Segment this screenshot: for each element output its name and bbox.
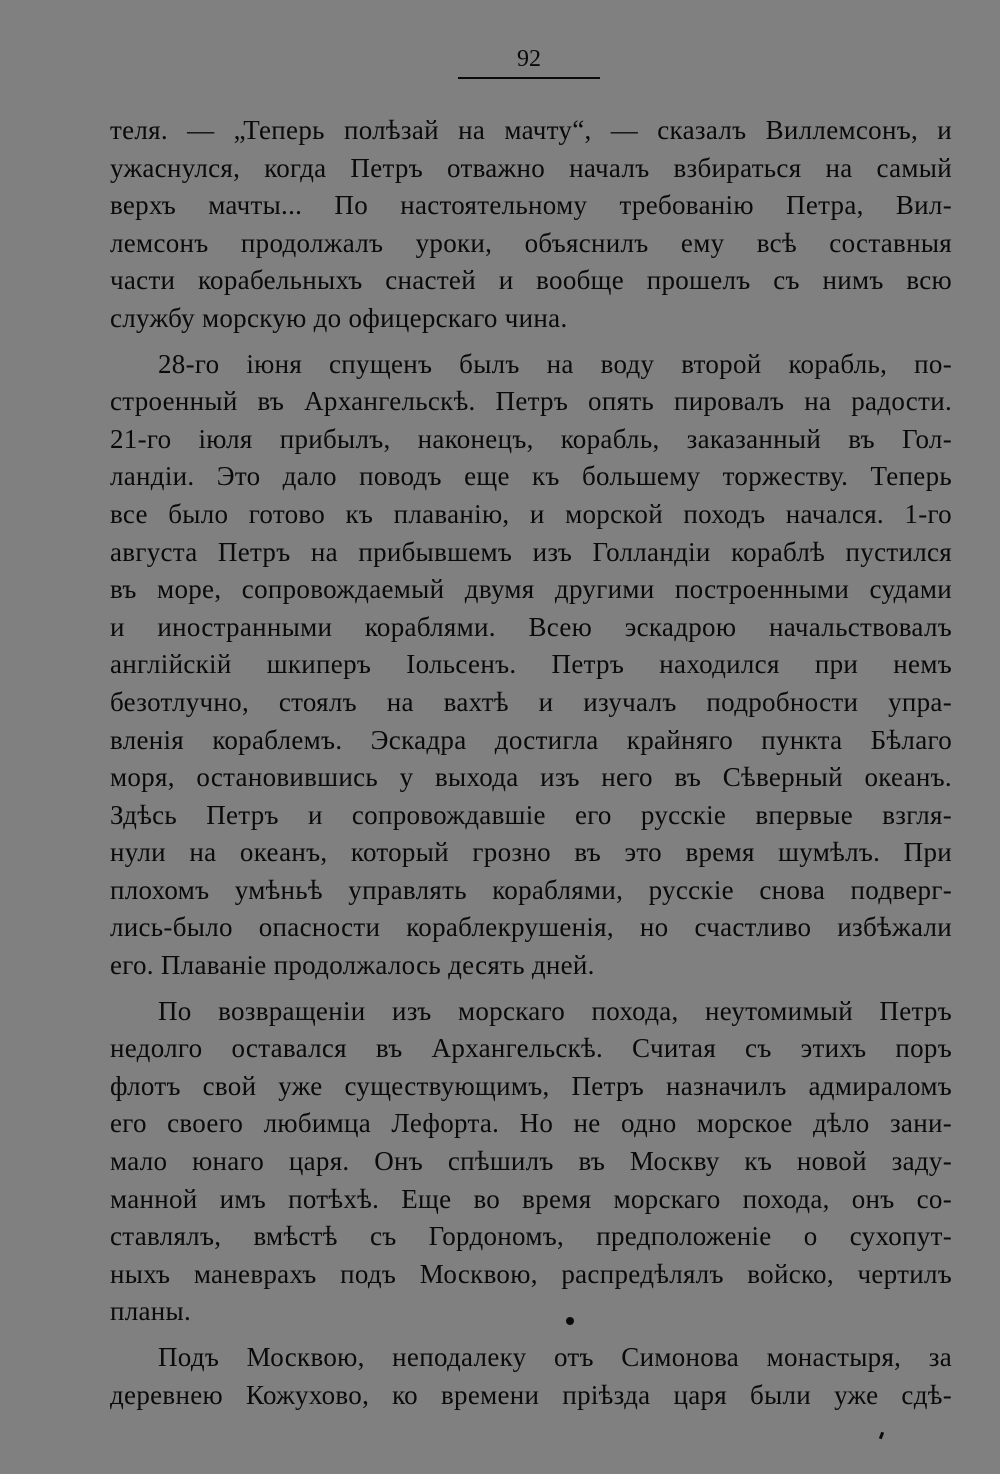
text-line: его. Плаваніе продолжалось десять дней. xyxy=(110,950,595,981)
text-line: лись-было опасности кораблекрушенія, но счастливо избѣжали xyxy=(110,912,952,943)
text-line: части корабельныхъ снастей и вообще прошелъ съ нимъ всю xyxy=(110,265,952,296)
page-number: 92 xyxy=(517,46,541,72)
text-line: недолго оставался въ Архангельскѣ. Считая съ этихъ поръ xyxy=(110,1033,952,1064)
text-line: и иностранными кораблями. Всею эскадрою начальствовалъ xyxy=(110,611,952,642)
text-line: англійскій шкиперъ Іольсенъ. Петръ находился при немъ xyxy=(110,649,952,680)
text-line: деревнею Кожухово, ко времени пріѣзда царя были уже сдѣ- xyxy=(110,1379,952,1410)
text-line: строенный въ Архангельскѣ. Петръ опять пировалъ на радости. xyxy=(110,386,952,417)
page-number-rule xyxy=(458,77,600,79)
text-line: мало юнаго царя. Онъ спѣшилъ въ Москву къ новой заду- xyxy=(110,1146,952,1177)
text-line: ставлялъ, вмѣстѣ съ Гордономъ, предположеніе о сухопут- xyxy=(110,1221,952,1252)
text-line: верхъ мачты... По настоятельному требованію Петра, Вил- xyxy=(110,190,952,221)
text-line: въ море, сопровождаемый двумя другими построенными судами xyxy=(110,574,952,605)
stray-tick-mark xyxy=(879,1432,884,1440)
text-line: 28-го іюня спущенъ былъ на воду второй корабль, по- xyxy=(158,348,952,379)
text-line: плохомъ умѣньѣ управлять кораблями, русскіе снова подверг- xyxy=(110,874,952,905)
paragraph-gap xyxy=(110,985,952,993)
text-line: Подъ Москвою, неподалеку отъ Симонова монастыря, за xyxy=(158,1342,952,1372)
text-line: нули на океанъ, который грозно въ это время шумѣлъ. При xyxy=(110,837,952,868)
paragraph-gap xyxy=(110,338,952,346)
paragraph xyxy=(110,346,952,985)
paragraph xyxy=(110,1339,952,1414)
text-line: теля. — „Теперь полѣзай на мачту“, — сказалъ Виллемсонъ, и xyxy=(110,115,952,145)
text-line: моря, остановившись у выхода изъ него въ Сѣверный океанъ. xyxy=(110,762,952,793)
text-line: планы. xyxy=(110,1296,192,1327)
text-line: По возвращеніи изъ морскаго похода, неутомимый Петръ xyxy=(158,995,952,1026)
paragraph-gap xyxy=(110,1331,952,1339)
text-line: его своего любимца Лефорта. Но не одно морское дѣло зани- xyxy=(110,1108,952,1139)
text-line: ландіи. Это дало поводъ еще къ большему торжеству. Теперь xyxy=(110,461,952,492)
text-line: августа Петръ на прибывшемъ изъ Голландіи кораблѣ пустился xyxy=(110,536,952,567)
paragraph xyxy=(110,993,952,1331)
text-line: ныхъ маневрахъ подъ Москвою, распредѣлялъ войско, чертилъ xyxy=(110,1258,952,1289)
stray-dot-mark xyxy=(566,1317,574,1325)
text-line: лемсонъ продолжалъ уроки, объяснилъ ему всѣ составныя xyxy=(110,227,952,258)
text-line: флотъ свой уже существующимъ, Петръ назначилъ адмираломъ xyxy=(110,1070,952,1101)
paragraph xyxy=(110,112,952,338)
text-line: все было готово къ плаванію, и морской походъ начался. 1-го xyxy=(110,498,952,529)
text-line: Здѣсь Петръ и сопровождавшіе его русскіе впервые взгля- xyxy=(110,799,952,830)
text-line: 21-го іюля прибылъ, наконецъ, корабль, заказанный въ Гол- xyxy=(110,423,952,454)
text-body xyxy=(110,112,952,1414)
text-line: ужаснулся, когда Петръ отважно началъ взбираться на самый xyxy=(110,152,952,183)
text-line: вленія кораблемъ. Эскадра достигла крайняго пункта Бѣлаго xyxy=(110,724,952,755)
text-line: манной имъ потѣхѣ. Еще во время морскаго похода, онъ со- xyxy=(110,1183,952,1214)
text-line: безотлучно, стоялъ на вахтѣ и изучалъ подробности упра- xyxy=(110,686,952,717)
text-line: службу морскую до офицерскаго чина. xyxy=(110,302,568,333)
